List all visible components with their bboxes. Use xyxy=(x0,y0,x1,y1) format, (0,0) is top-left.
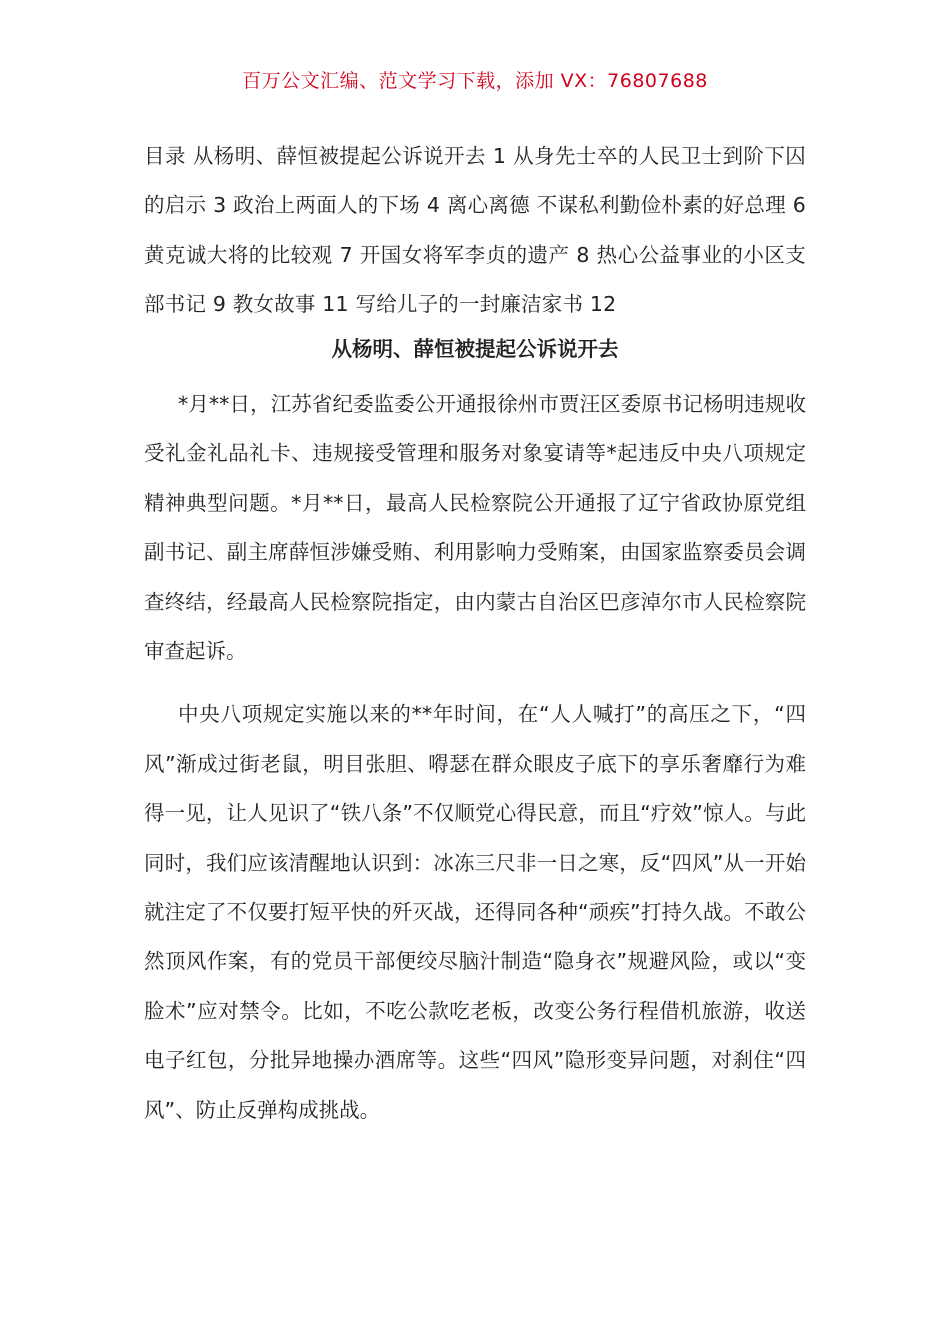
article-body xyxy=(144,380,806,1149)
body-paragraph: *月**日，江苏省纪委监委公开通报徐州市贾汪区委原书记杨明违规收受礼金礼品礼卡、违规接受管理和服务对象宴请等*起违反中央八项规定精神典型问题。*月**日，最高人民检察院公开通报了辽宁省政协原党组副书记、副主席薛恒涉嫌受贿、利用影响力受贿案，由国家监察委员会调查终结，经最高人民检察院指定，由内蒙古自治区巴彦淖尔市人民检察院审查起诉。 xyxy=(144,392,806,664)
header-banner: 百万公文汇编、范文学习下载，添加 VX：76807688 xyxy=(242,70,708,92)
article-title: 从杨明、薛恒被提起公诉说开去 xyxy=(331,337,619,361)
table-of-contents: 目录 从杨明、薛恒被提起公诉说开去 1 从身先士卒的人民卫士到阶下囚的启示 3 政治上两面人的下场 4 离心离德 不谋私利勤俭朴素的好总理 6 黄克诚大将的比较观 7 开国女将军李贞的遗产 8 热心公益事业的小区支部书记 9 教女故事 11 写给儿子的一封廉洁家书 12 xyxy=(144,144,806,317)
body-paragraph: 中央八项规定实施以来的**年时间，在“人人喊打”的高压之下，“四风”渐成过街老鼠，明目张胆、嘚瑟在群众眼皮子底下的享乐奢靡行为难得一见，让人见识了“铁八条”不仅顺党心得民意，而且“疗效”惊人。与此同时，我们应该清醒地认识到：冰冻三尺非一日之寒，反“四风”从一开始就注定了不仅要打短平快的歼灭战，还得同各种“顽疾”打持久战。不敢公然顶风作案，有的党员干部便绞尽脑汁制造“隐身衣”规避风险，或以“变脸术”应对禁令。比如，不吃公款吃老板，改变公务行程借机旅游，收送电子红包，分批异地操办酒席等。这些“四风”隐形变异问题，对刹住“四风”、防止反弹构成挑战。 xyxy=(144,702,806,1122)
